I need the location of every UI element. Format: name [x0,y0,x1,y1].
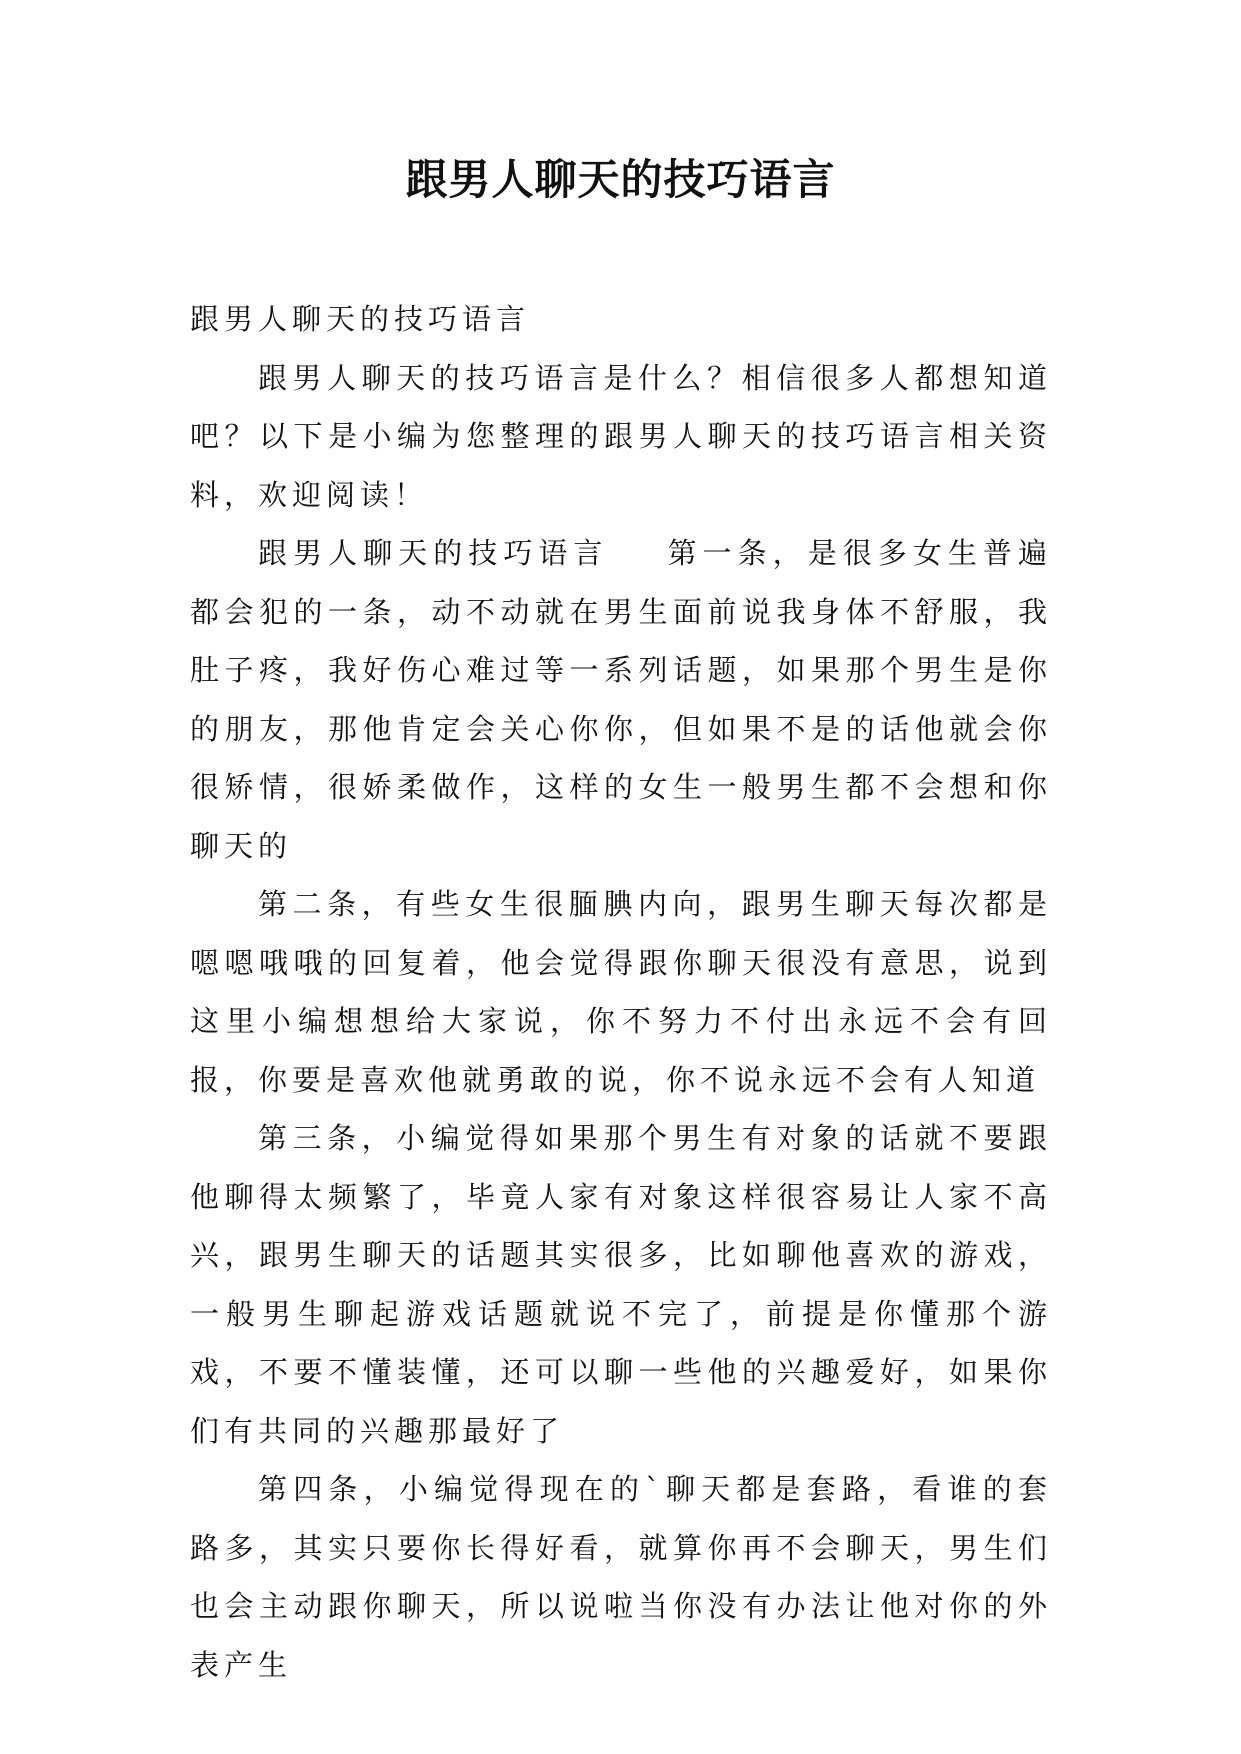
rule-1-text: 第一条，是很多女生普遍都会犯的一条，动不动就在男生面前说我身体不舒服，我肚子疼，我好伤心难过等一系列话题，如果那个男生是你的朋友，那他肯定会关心你你，但如果不是的话他就会你很矫情，很娇柔做作，这样的女生一般男生都不会想和你聊天的 [190,536,1052,863]
section-heading: 跟男人聊天的技巧语言 [258,536,609,570]
document-body [190,290,1052,1694]
rule-2-paragraph: 第二条，有些女生很腼腆内向，跟男生聊天每次都是嗯嗯哦哦的回复着，他会觉得跟你聊天很没有意思，说到这里小编想想给大家说，你不努力不付出永远不会有回报，你要是喜欢他就勇敢的说，你不说永远不会有人知道 [190,887,1052,1097]
rule-1-paragraph [190,524,1052,875]
rule-4-paragraph: 第四条，小编觉得现在的`聊天都是套路，看谁的套路多，其实只要你长得好看，就算你再不会聊天，男生们也会主动跟你聊天，所以说啦当你没有办法让他对你的外表产生 [190,1472,1052,1682]
document-subtitle: 跟男人聊天的技巧语言 [190,302,531,336]
rule-3-paragraph: 第三条，小编觉得如果那个男生有对象的话就不要跟他聊得太频繁了，毕竟人家有对象这样很容易让人家不高兴，跟男生聊天的话题其实很多，比如聊他喜欢的游戏，一般男生聊起游戏话题就说不完了，前提是你懂那个游戏，不要不懂装懂，还可以聊一些他的兴趣爱好，如果你们有共同的兴趣那最好了 [190,1121,1052,1448]
document-title: 跟男人聊天的技巧语言 [405,155,836,204]
intro-paragraph: 跟男人聊天的技巧语言是什么？相信很多人都想知道吧？以下是小编为您整理的跟男人聊天的技巧语言相关资料，欢迎阅读！ [190,360,1052,512]
